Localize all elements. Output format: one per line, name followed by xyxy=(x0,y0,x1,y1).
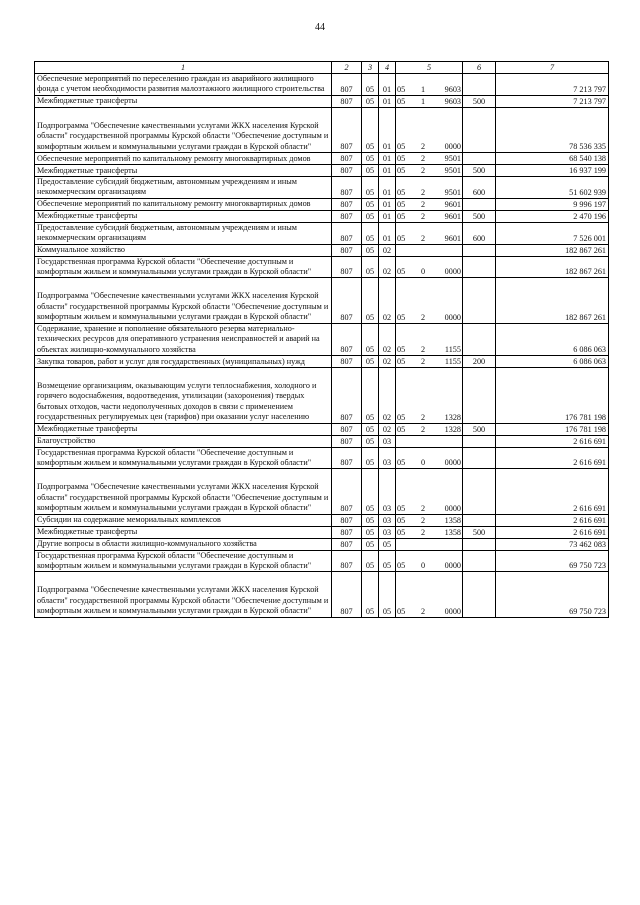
target-article-parts xyxy=(397,344,461,355)
row-section-code: 05 xyxy=(362,355,379,367)
row-subsection-code: 02 xyxy=(379,367,396,423)
row-ministry-code: 807 xyxy=(332,177,362,199)
target-article-parts xyxy=(397,457,461,468)
row-target-article xyxy=(396,423,463,435)
row-section-code: 05 xyxy=(362,435,379,447)
target-article-direction: 1155 xyxy=(444,344,461,354)
row-target-article xyxy=(396,74,463,96)
row-target-article xyxy=(396,244,463,256)
row-section-code: 05 xyxy=(362,469,379,514)
row-name: Содержание, хранение и пополнение обязательного резерва материально-технических ресурсов для оперативного устранения неисправностей и аварий на объектах жилищно-коммунального хозяйства xyxy=(35,323,332,355)
row-ministry-code: 807 xyxy=(332,323,362,355)
target-article-direction: 0000 xyxy=(444,503,461,513)
row-subsection-code: 02 xyxy=(379,423,396,435)
target-article-parts xyxy=(397,606,461,617)
target-article-subprogram: 0 xyxy=(420,267,426,277)
row-expense-type: 500 xyxy=(463,526,496,538)
row-amount: 51 602 939 xyxy=(496,177,609,199)
row-amount: 69 750 723 xyxy=(496,550,609,572)
row-target-article xyxy=(396,95,463,107)
row-ministry-code: 807 xyxy=(332,469,362,514)
table-row xyxy=(35,153,609,165)
table-row xyxy=(35,210,609,222)
target-article-parts xyxy=(397,424,461,435)
row-expense-type xyxy=(463,256,496,278)
target-article-direction: 9601 xyxy=(444,233,461,243)
row-section-code: 05 xyxy=(362,95,379,107)
row-ministry-code: 807 xyxy=(332,367,362,423)
table-row xyxy=(35,526,609,538)
target-article-subprogram: 1 xyxy=(420,96,426,106)
row-amount: 7 213 797 xyxy=(496,95,609,107)
row-subsection-code: 01 xyxy=(379,74,396,96)
row-expense-type xyxy=(463,550,496,572)
row-subsection-code: 01 xyxy=(379,222,396,244)
row-subsection-code: 01 xyxy=(379,107,396,152)
row-name: Межбюджетные трансферты xyxy=(35,95,332,107)
target-article-program: 05 xyxy=(397,267,406,277)
row-subsection-code: 03 xyxy=(379,514,396,526)
row-section-code: 05 xyxy=(362,278,379,323)
target-article-direction: 0000 xyxy=(444,561,461,571)
header-col-4: 4 xyxy=(379,62,396,74)
row-target-article xyxy=(396,107,463,152)
row-ministry-code: 807 xyxy=(332,355,362,367)
row-ministry-code: 807 xyxy=(332,165,362,177)
row-ministry-code: 807 xyxy=(332,435,362,447)
row-subsection-code: 01 xyxy=(379,165,396,177)
row-section-code: 05 xyxy=(362,526,379,538)
header-row xyxy=(35,62,609,74)
row-section-code: 05 xyxy=(362,177,379,199)
row-target-article xyxy=(396,435,463,447)
header-col-1: 1 xyxy=(35,62,332,74)
row-amount: 176 781 198 xyxy=(496,367,609,423)
row-expense-type xyxy=(463,538,496,550)
target-article-direction: 0000 xyxy=(444,142,461,152)
table-row xyxy=(35,423,609,435)
row-amount: 182 867 261 xyxy=(496,278,609,323)
row-amount: 182 867 261 xyxy=(496,256,609,278)
header-col-7: 7 xyxy=(496,62,609,74)
row-target-article xyxy=(396,514,463,526)
row-subsection-code: 05 xyxy=(379,550,396,572)
row-name: Предоставление субсидий бюджетным, автономным учреждениям и иным некоммерческим организациям xyxy=(35,222,332,244)
row-target-article xyxy=(396,165,463,177)
table-row xyxy=(35,165,609,177)
row-expense-type xyxy=(463,514,496,526)
row-subsection-code: 03 xyxy=(379,469,396,514)
row-amount: 2 616 691 xyxy=(496,514,609,526)
header-col-2: 2 xyxy=(332,62,362,74)
row-amount: 2 616 691 xyxy=(496,435,609,447)
row-subsection-code: 01 xyxy=(379,210,396,222)
row-expense-type xyxy=(463,469,496,514)
row-subsection-code: 05 xyxy=(379,572,396,617)
target-article-parts xyxy=(397,233,461,244)
row-name: Другие вопросы в области жилищно-коммунального хозяйства xyxy=(35,538,332,550)
row-name: Подпрограмма "Обеспечение качественными услугами ЖКХ населения Курской области" государственной программы Курской области "Обеспечение доступным и комфортным жильем и коммунальными услугами граждан в Курской области" xyxy=(35,107,332,152)
target-article-subprogram: 2 xyxy=(420,356,426,366)
row-amount: 78 536 335 xyxy=(496,107,609,152)
row-name: Государственная программа Курской области "Обеспечение доступным и комфортным жильем и коммунальными услугами граждан в Курской области" xyxy=(35,447,332,469)
row-target-article xyxy=(396,447,463,469)
table-row xyxy=(35,435,609,447)
row-target-article xyxy=(396,222,463,244)
target-article-program: 05 xyxy=(397,199,406,209)
row-name: Обеспечение мероприятий по переселению граждан из аварийного жилищного фонда с учетом необходимости развития малоэтажного жилищного строительства xyxy=(35,74,332,96)
target-article-program: 05 xyxy=(397,356,406,366)
row-name: Субсидии на содержание мемориальных комплексов xyxy=(35,514,332,526)
row-subsection-code: 02 xyxy=(379,278,396,323)
table-row xyxy=(35,469,609,514)
row-section-code: 05 xyxy=(362,538,379,550)
row-ministry-code: 807 xyxy=(332,244,362,256)
row-ministry-code: 807 xyxy=(332,210,362,222)
table-body xyxy=(35,74,609,618)
target-article-program: 05 xyxy=(397,142,406,152)
target-article-program: 05 xyxy=(397,503,406,513)
table-row xyxy=(35,222,609,244)
row-name: Благоустройство xyxy=(35,435,332,447)
target-article-program: 05 xyxy=(397,312,406,322)
row-subsection-code: 01 xyxy=(379,198,396,210)
row-expense-type xyxy=(463,153,496,165)
target-article-direction: 1358 xyxy=(444,527,461,537)
row-amount: 2 470 196 xyxy=(496,210,609,222)
target-article-subprogram: 2 xyxy=(420,233,426,243)
target-article-program: 05 xyxy=(397,561,406,571)
row-target-article xyxy=(396,572,463,617)
target-article-direction: 1328 xyxy=(444,412,461,422)
target-article-subprogram: 2 xyxy=(420,211,426,221)
row-target-article xyxy=(396,278,463,323)
row-expense-type: 500 xyxy=(463,210,496,222)
row-section-code: 05 xyxy=(362,244,379,256)
row-section-code: 05 xyxy=(362,153,379,165)
target-article-program: 05 xyxy=(397,187,406,197)
row-target-article xyxy=(396,153,463,165)
target-article-subprogram: 2 xyxy=(420,527,426,537)
row-amount: 68 540 138 xyxy=(496,153,609,165)
target-article-parts xyxy=(397,266,461,277)
row-ministry-code: 807 xyxy=(332,572,362,617)
row-expense-type xyxy=(463,74,496,96)
target-article-program: 05 xyxy=(397,344,406,354)
target-article-subprogram: 2 xyxy=(420,424,426,434)
row-amount: 6 086 063 xyxy=(496,355,609,367)
target-article-parts xyxy=(397,356,461,367)
target-article-direction: 9501 xyxy=(444,166,461,176)
target-article-subprogram: 2 xyxy=(420,166,426,176)
row-name: Обеспечение мероприятий по капитальному ремонту многоквартирных домов xyxy=(35,153,332,165)
table-row xyxy=(35,572,609,617)
row-target-article xyxy=(396,198,463,210)
row-name: Межбюджетные трансферты xyxy=(35,526,332,538)
target-article-program: 05 xyxy=(397,96,406,106)
row-name: Возмещение организациям, оказывающим услуги теплоснабжения, холодного и горячего водоснабжения, водоотведения, утилизации (захоронения) твердых бытовых отходов, части недополученных доходов в связи с применением государственных регулируемых цен (тарифов) при оказании услуг населению xyxy=(35,367,332,423)
row-expense-type: 600 xyxy=(463,177,496,199)
target-article-subprogram: 2 xyxy=(420,154,426,164)
row-name: Обеспечение мероприятий по капитальному ремонту многоквартирных домов xyxy=(35,198,332,210)
target-article-direction: 0000 xyxy=(444,458,461,468)
target-article-direction: 9501 xyxy=(444,154,461,164)
target-article-direction: 9601 xyxy=(444,199,461,209)
target-article-subprogram: 1 xyxy=(420,84,426,94)
target-article-parts xyxy=(397,412,461,423)
target-article-program: 05 xyxy=(397,412,406,422)
row-subsection-code: 02 xyxy=(379,323,396,355)
row-expense-type: 200 xyxy=(463,355,496,367)
target-article-parts xyxy=(397,560,461,571)
target-article-subprogram: 2 xyxy=(420,344,426,354)
row-section-code: 05 xyxy=(362,514,379,526)
table-row xyxy=(35,278,609,323)
target-article-direction: 9603 xyxy=(444,84,461,94)
row-section-code: 05 xyxy=(362,367,379,423)
row-name: Межбюджетные трансферты xyxy=(35,423,332,435)
row-amount: 176 781 198 xyxy=(496,423,609,435)
header-col-3: 3 xyxy=(362,62,379,74)
table-row xyxy=(35,256,609,278)
row-subsection-code: 01 xyxy=(379,177,396,199)
target-article-program: 05 xyxy=(397,527,406,537)
row-section-code: 05 xyxy=(362,210,379,222)
row-name: Межбюджетные трансферты xyxy=(35,210,332,222)
target-article-program: 05 xyxy=(397,166,406,176)
row-target-article xyxy=(396,256,463,278)
row-ministry-code: 807 xyxy=(332,423,362,435)
table-row xyxy=(35,550,609,572)
target-article-subprogram: 2 xyxy=(420,503,426,513)
target-article-parts xyxy=(397,187,461,198)
table-row xyxy=(35,538,609,550)
target-article-subprogram: 0 xyxy=(420,561,426,571)
target-article-direction: 9501 xyxy=(444,187,461,197)
row-ministry-code: 807 xyxy=(332,550,362,572)
table-row xyxy=(35,177,609,199)
target-article-parts xyxy=(397,199,461,210)
row-target-article xyxy=(396,323,463,355)
target-article-program: 05 xyxy=(397,211,406,221)
row-target-article xyxy=(396,538,463,550)
table-row xyxy=(35,447,609,469)
row-section-code: 05 xyxy=(362,165,379,177)
row-target-article xyxy=(396,550,463,572)
row-section-code: 05 xyxy=(362,256,379,278)
row-amount: 2 616 691 xyxy=(496,469,609,514)
row-section-code: 05 xyxy=(362,550,379,572)
target-article-parts xyxy=(397,527,461,538)
row-ministry-code: 807 xyxy=(332,278,362,323)
row-section-code: 05 xyxy=(362,423,379,435)
table-row xyxy=(35,74,609,96)
row-expense-type xyxy=(463,198,496,210)
target-article-parts xyxy=(397,153,461,164)
target-article-subprogram: 2 xyxy=(420,142,426,152)
row-amount: 73 462 083 xyxy=(496,538,609,550)
row-expense-type xyxy=(463,367,496,423)
row-target-article xyxy=(396,210,463,222)
target-article-direction: 1328 xyxy=(444,424,461,434)
target-article-program: 05 xyxy=(397,515,406,525)
row-expense-type xyxy=(463,107,496,152)
table-row xyxy=(35,198,609,210)
row-name: Предоставление субсидий бюджетным, автономным учреждениям и иным некоммерческим организациям xyxy=(35,177,332,199)
row-amount: 9 996 197 xyxy=(496,198,609,210)
row-ministry-code: 807 xyxy=(332,107,362,152)
table-row xyxy=(35,367,609,423)
row-subsection-code: 03 xyxy=(379,526,396,538)
row-amount: 182 867 261 xyxy=(496,244,609,256)
row-expense-type xyxy=(463,278,496,323)
table-row xyxy=(35,355,609,367)
row-expense-type xyxy=(463,323,496,355)
budget-table xyxy=(34,61,609,618)
row-amount: 7 526 001 xyxy=(496,222,609,244)
header-col-6: 6 xyxy=(463,62,496,74)
row-expense-type: 500 xyxy=(463,165,496,177)
page-number: 44 xyxy=(315,22,325,33)
row-section-code: 05 xyxy=(362,198,379,210)
row-target-article xyxy=(396,469,463,514)
target-article-subprogram: 2 xyxy=(420,312,426,322)
row-subsection-code: 05 xyxy=(379,538,396,550)
target-article-subprogram: 2 xyxy=(420,412,426,422)
target-article-direction: 9601 xyxy=(444,211,461,221)
row-name: Закупка товаров, работ и услуг для государственных (муниципальных) нужд xyxy=(35,355,332,367)
row-target-article xyxy=(396,355,463,367)
target-article-program: 05 xyxy=(397,458,406,468)
target-article-direction: 0000 xyxy=(444,312,461,322)
row-ministry-code: 807 xyxy=(332,256,362,278)
target-article-program: 05 xyxy=(397,154,406,164)
target-article-parts xyxy=(397,312,461,323)
row-amount: 69 750 723 xyxy=(496,572,609,617)
row-name: Подпрограмма "Обеспечение качественными услугами ЖКХ населения Курской области" государственной программы Курской области "Обеспечение доступным и комфортным жильем и коммунальными услугами граждан в Курской области" xyxy=(35,469,332,514)
header-col-5: 5 xyxy=(396,62,463,74)
row-section-code: 05 xyxy=(362,572,379,617)
row-expense-type xyxy=(463,244,496,256)
row-ministry-code: 807 xyxy=(332,198,362,210)
target-article-program: 05 xyxy=(397,233,406,243)
target-article-parts xyxy=(397,515,461,526)
table-row xyxy=(35,107,609,152)
row-amount: 2 616 691 xyxy=(496,447,609,469)
target-article-subprogram: 2 xyxy=(420,187,426,197)
row-subsection-code: 01 xyxy=(379,153,396,165)
row-expense-type xyxy=(463,435,496,447)
target-article-subprogram: 0 xyxy=(420,458,426,468)
row-target-article xyxy=(396,526,463,538)
target-article-subprogram: 2 xyxy=(420,515,426,525)
target-article-parts xyxy=(397,165,461,176)
target-article-direction: 0000 xyxy=(444,267,461,277)
target-article-parts xyxy=(397,84,461,95)
row-subsection-code: 02 xyxy=(379,355,396,367)
row-name: Подпрограмма "Обеспечение качественными услугами ЖКХ населения Курской области" государственной программы Курской области "Обеспечение доступным и комфортным жильем и коммунальными услугами граждан в Курской области" xyxy=(35,572,332,617)
row-section-code: 05 xyxy=(362,447,379,469)
target-article-direction: 0000 xyxy=(444,606,461,616)
row-section-code: 05 xyxy=(362,222,379,244)
row-expense-type: 600 xyxy=(463,222,496,244)
target-article-direction: 1358 xyxy=(444,515,461,525)
row-name: Межбюджетные трансферты xyxy=(35,165,332,177)
row-subsection-code: 02 xyxy=(379,244,396,256)
row-expense-type: 500 xyxy=(463,423,496,435)
target-article-parts xyxy=(397,96,461,107)
target-article-parts xyxy=(397,503,461,514)
table-row xyxy=(35,514,609,526)
row-subsection-code: 03 xyxy=(379,435,396,447)
row-ministry-code: 807 xyxy=(332,74,362,96)
row-section-code: 05 xyxy=(362,74,379,96)
row-ministry-code: 807 xyxy=(332,526,362,538)
target-article-program: 05 xyxy=(397,84,406,94)
row-expense-type xyxy=(463,447,496,469)
row-amount: 7 213 797 xyxy=(496,74,609,96)
row-ministry-code: 807 xyxy=(332,514,362,526)
row-ministry-code: 807 xyxy=(332,153,362,165)
target-article-program: 05 xyxy=(397,424,406,434)
row-subsection-code: 01 xyxy=(379,95,396,107)
row-subsection-code: 03 xyxy=(379,447,396,469)
row-section-code: 05 xyxy=(362,323,379,355)
target-article-parts xyxy=(397,211,461,222)
row-target-article xyxy=(396,367,463,423)
row-name: Коммунальное хозяйство xyxy=(35,244,332,256)
row-ministry-code: 807 xyxy=(332,222,362,244)
row-amount: 16 937 199 xyxy=(496,165,609,177)
target-article-subprogram: 2 xyxy=(420,199,426,209)
row-expense-type xyxy=(463,572,496,617)
row-subsection-code: 02 xyxy=(379,256,396,278)
target-article-program: 05 xyxy=(397,606,406,616)
target-article-subprogram: 2 xyxy=(420,606,426,616)
row-name: Государственная программа Курской области "Обеспечение доступным и комфортным жильем и коммунальными услугами граждан в Курской области" xyxy=(35,550,332,572)
row-ministry-code: 807 xyxy=(332,447,362,469)
target-article-parts xyxy=(397,141,461,152)
target-article-direction: 9603 xyxy=(444,96,461,106)
row-amount: 2 616 691 xyxy=(496,526,609,538)
row-ministry-code: 807 xyxy=(332,95,362,107)
row-section-code: 05 xyxy=(362,107,379,152)
target-article-direction: 1155 xyxy=(444,356,461,366)
row-amount: 6 086 063 xyxy=(496,323,609,355)
row-name: Государственная программа Курской области "Обеспечение доступным и комфортным жильем и коммунальными услугами граждан в Курской области" xyxy=(35,256,332,278)
table-row xyxy=(35,244,609,256)
row-expense-type: 500 xyxy=(463,95,496,107)
row-name: Подпрограмма "Обеспечение качественными услугами ЖКХ населения Курской области" государственной программы Курской области "Обеспечение доступным и комфортным жильем и коммунальными услугами граждан в Курской области" xyxy=(35,278,332,323)
row-ministry-code: 807 xyxy=(332,538,362,550)
table-row xyxy=(35,323,609,355)
row-target-article xyxy=(396,177,463,199)
table-row xyxy=(35,95,609,107)
